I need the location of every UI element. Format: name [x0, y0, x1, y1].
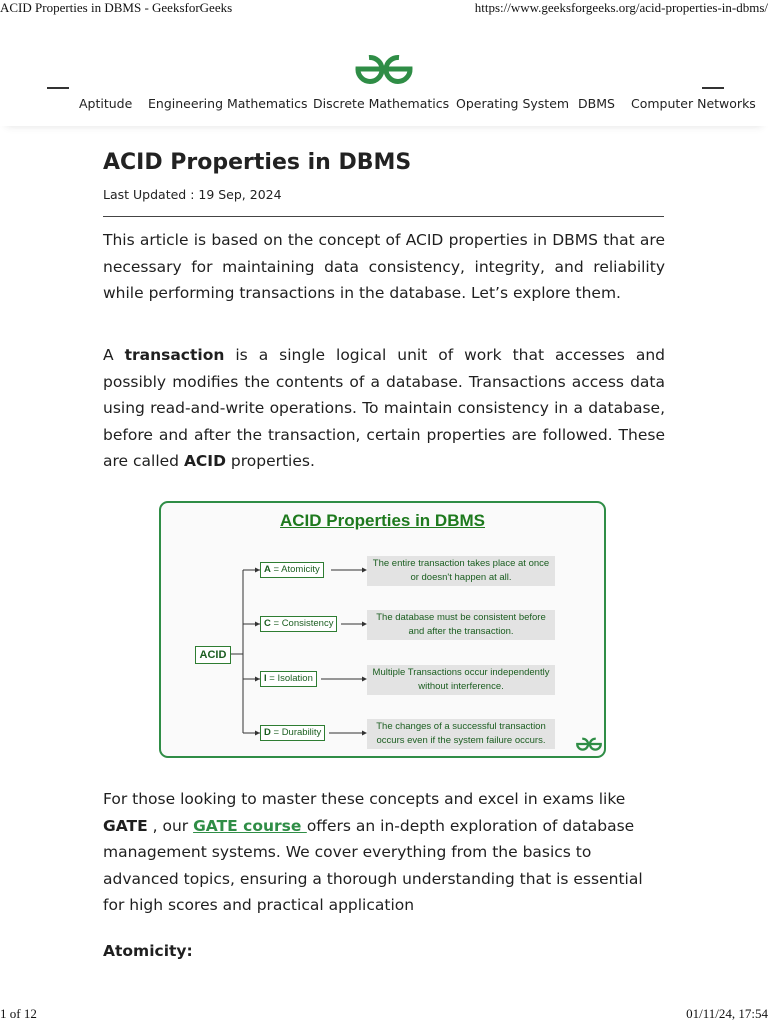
keyword-transaction: transaction — [124, 346, 225, 364]
print-page-title: ACID Properties in DBMS - GeeksforGeeks — [0, 0, 233, 15]
text-span: A — [103, 346, 125, 364]
property-name: = Atomicity — [270, 564, 320, 575]
keyword-acid: ACID — [183, 452, 226, 470]
atomicity-description — [367, 556, 555, 586]
transaction-paragraph — [103, 342, 665, 475]
text-span: offers an in-depth exploration of database management systems. We cover everything from the basics to advanced topics, ensuring a thorough understanding that is essential for high scores and practical application — [103, 816, 643, 914]
nav-item-engineering-mathematics[interactable]: Engineering Mathematics — [148, 96, 308, 111]
diagram-title: ACID Properties in DBMS — [280, 511, 485, 530]
text-span: is a single logical unit of work that accesses and possibly modifies the contents of a database. Transactions access data using read-and-write operations. To maintain consistency in a database, before and after the transaction, certain properties are followed. These are called — [103, 346, 666, 470]
property-letter: A — [264, 564, 271, 575]
top-nav — [79, 95, 756, 117]
gate-course-link[interactable]: GATE course — [193, 816, 307, 835]
nav-item-computer-networks[interactable]: Computer Networks — [631, 96, 756, 111]
description-line: or doesn't happen at all. — [410, 572, 512, 583]
description-line: occurs even if the system failure occurs. — [376, 735, 546, 746]
nav-item-discrete-mathematics[interactable]: Discrete Mathematics — [313, 96, 450, 111]
page-title: ACID Properties in DBMS — [103, 150, 412, 175]
title-divider — [103, 216, 664, 217]
consistency-box — [260, 616, 337, 632]
description-line: and after the transaction. — [408, 626, 514, 637]
description-line: The database must be consistent before — [376, 612, 546, 623]
last-updated: Last Updated : 19 Sep, 2024 — [103, 187, 282, 202]
property-letter: D — [264, 727, 271, 738]
property-name: = Durability — [270, 727, 322, 738]
isolation-description — [367, 665, 555, 695]
print-header — [0, 0, 768, 18]
nav-item-aptitude[interactable]: Aptitude — [79, 96, 133, 111]
property-letter: C — [264, 618, 271, 629]
description-line: The entire transaction takes place at once — [372, 558, 550, 569]
acid-diagram — [159, 501, 606, 758]
description-line: The changes of a successful transaction — [376, 721, 546, 732]
atomicity-box — [260, 562, 324, 578]
atomicity-heading: Atomicity: — [103, 942, 193, 960]
property-name: = Consistency — [270, 618, 334, 629]
text-span: , our — [147, 816, 194, 835]
text-span: properties. — [225, 452, 315, 470]
text-span: For those looking to master these concepts and excel in exams like — [103, 790, 626, 808]
keyword-gate: GATE — [103, 816, 148, 835]
print-footer — [0, 1006, 768, 1024]
gate-paragraph — [103, 786, 665, 919]
gfg-logo-icon[interactable] — [353, 52, 415, 86]
consistency-description — [367, 610, 555, 640]
header-divider-right — [702, 87, 724, 89]
nav-item-dbms[interactable]: DBMS — [578, 96, 615, 111]
property-letter: I — [264, 673, 267, 684]
description-line: without interference. — [418, 681, 504, 692]
durability-box — [260, 725, 325, 741]
property-name: = Isolation — [266, 673, 313, 684]
isolation-box — [260, 671, 317, 687]
site-header — [0, 18, 768, 126]
print-datetime: 01/11/24, 17:54 — [686, 1006, 768, 1021]
nav-item-operating-system[interactable]: Operating System — [456, 96, 570, 111]
page-number: 1 of 12 — [0, 1006, 37, 1021]
acid-root-box: ACID — [195, 646, 231, 664]
gfg-logo-icon — [575, 736, 603, 752]
intro-paragraph: This article is based on the concept of ACID properties in DBMS that are necessary for maintaining data consistency, integrity, and reliability while performing transactions in the database. Let’s explore them. — [103, 231, 665, 302]
durability-description — [367, 719, 555, 749]
header-divider-left — [47, 87, 69, 89]
description-line: Multiple Transactions occur independently — [372, 667, 550, 678]
print-page-url: https://www.geeksforgeeks.org/acid-properties-in-dbms/ — [474, 0, 768, 15]
